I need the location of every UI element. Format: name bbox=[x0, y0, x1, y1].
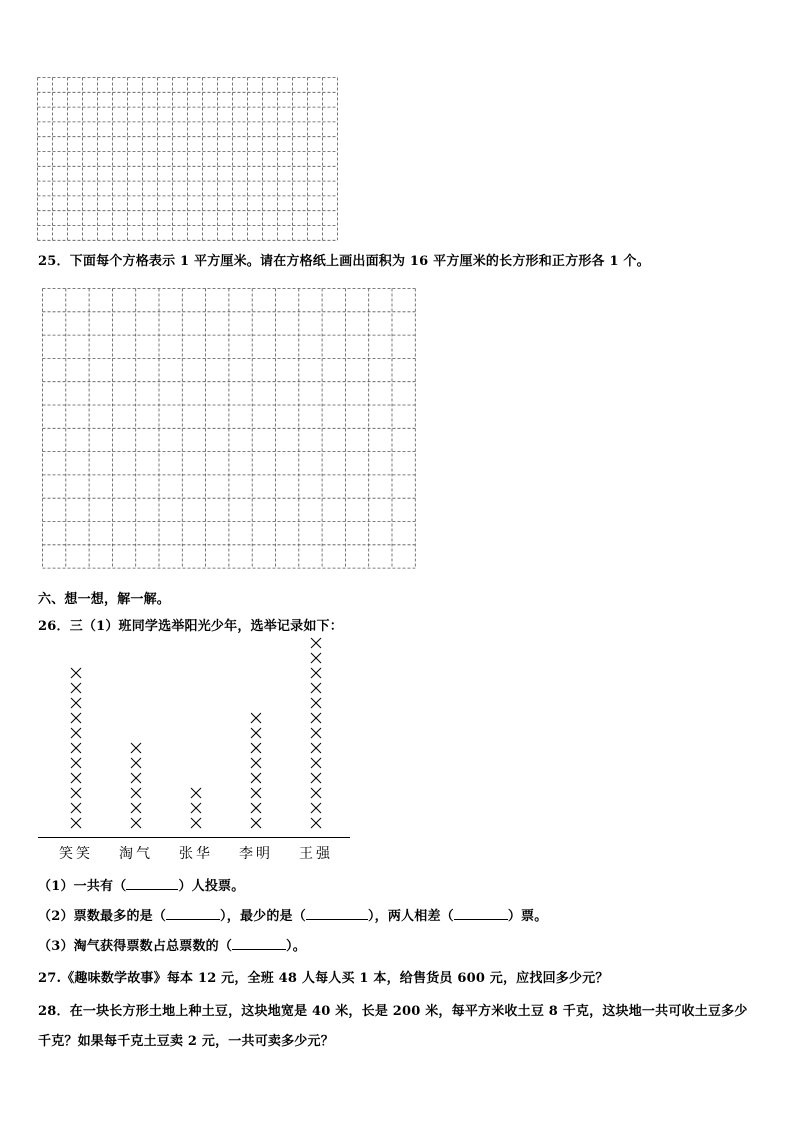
vote-mark bbox=[310, 742, 322, 754]
vote-mark bbox=[310, 802, 322, 814]
vote-mark bbox=[310, 712, 322, 724]
candidate-name: 张华 bbox=[179, 846, 213, 862]
chart-baseline bbox=[38, 837, 350, 838]
vote-mark bbox=[70, 787, 82, 799]
q26-sub2: （2）票数最多的是（ ），最少的是（ ），两人相差（ ）票。 bbox=[38, 905, 547, 924]
vote-mark bbox=[250, 712, 262, 724]
vote-mark bbox=[130, 772, 142, 784]
q27-text: 27.《趣味数学故事》每本 12 元，全班 48 人每人买 1 本，给售货员 600 元，应找回多少元？ bbox=[38, 971, 609, 986]
vote-mark bbox=[250, 787, 262, 799]
vote-mark bbox=[70, 667, 82, 679]
answer-blank-least[interactable] bbox=[306, 905, 368, 920]
vote-mark bbox=[250, 817, 262, 829]
vote-mark bbox=[250, 727, 262, 739]
vote-mark bbox=[190, 802, 202, 814]
vote-mark bbox=[310, 637, 322, 649]
candidate-name: 李明 bbox=[239, 846, 273, 862]
vote-mark bbox=[310, 727, 322, 739]
q26-text: 26．三（1）班同学选举阳光少年，选举记录如下： bbox=[38, 619, 343, 634]
candidate-name: 王强 bbox=[299, 846, 333, 862]
candidate-name: 笑笑 bbox=[59, 846, 93, 862]
vote-mark bbox=[190, 787, 202, 799]
vote-mark bbox=[310, 697, 322, 709]
vote-mark bbox=[70, 757, 82, 769]
vote-mark bbox=[130, 787, 142, 799]
vote-mark bbox=[70, 817, 82, 829]
vote-mark bbox=[130, 802, 142, 814]
vote-mark bbox=[70, 727, 82, 739]
q28-line2: 千克？如果每千克土豆卖 2 元，一共可卖多少元？ bbox=[38, 1034, 334, 1049]
top-dashed-grid bbox=[37, 77, 341, 241]
vote-mark bbox=[130, 742, 142, 754]
vote-mark bbox=[130, 817, 142, 829]
vote-mark bbox=[70, 742, 82, 754]
vote-mark bbox=[310, 787, 322, 799]
answer-blank-fraction[interactable] bbox=[232, 935, 286, 950]
q26-sub3: （3）淘气获得票数占总票数的（ ）。 bbox=[38, 935, 306, 954]
vote-mark bbox=[250, 757, 262, 769]
vote-mark bbox=[310, 682, 322, 694]
vote-mark bbox=[70, 802, 82, 814]
grid-paper-q25[interactable] bbox=[42, 288, 418, 570]
vote-mark bbox=[190, 817, 202, 829]
answer-blank-difference[interactable] bbox=[454, 905, 508, 920]
vote-mark bbox=[70, 772, 82, 784]
q25-text: 25．下面每个方格表示 1 平方厘米。请在方格纸上画出面积为 16 平方厘米的长方形和正方形各 1 个。 bbox=[38, 254, 650, 269]
vote-mark bbox=[130, 757, 142, 769]
vote-mark bbox=[310, 667, 322, 679]
answer-blank-total[interactable] bbox=[126, 875, 178, 890]
vote-mark bbox=[250, 802, 262, 814]
vote-mark bbox=[310, 652, 322, 664]
vote-mark bbox=[250, 742, 262, 754]
vote-mark bbox=[310, 817, 322, 829]
vote-mark bbox=[310, 772, 322, 784]
vote-mark bbox=[70, 697, 82, 709]
q26-sub1: （1）一共有（ ）人投票。 bbox=[38, 875, 244, 894]
vote-mark bbox=[70, 682, 82, 694]
q28-line1: 28．在一块长方形土地上种土豆，这块地宽是 40 米，长是 200 米，每平方米收土豆 8 千克，这块地一共可收土豆多少 bbox=[38, 1004, 748, 1019]
vote-mark bbox=[250, 772, 262, 784]
vote-mark bbox=[310, 757, 322, 769]
candidate-name: 淘气 bbox=[119, 846, 153, 862]
answer-blank-most[interactable] bbox=[166, 905, 220, 920]
vote-mark bbox=[70, 712, 82, 724]
section-6-title: 六、想一想，解一解。 bbox=[38, 592, 171, 607]
